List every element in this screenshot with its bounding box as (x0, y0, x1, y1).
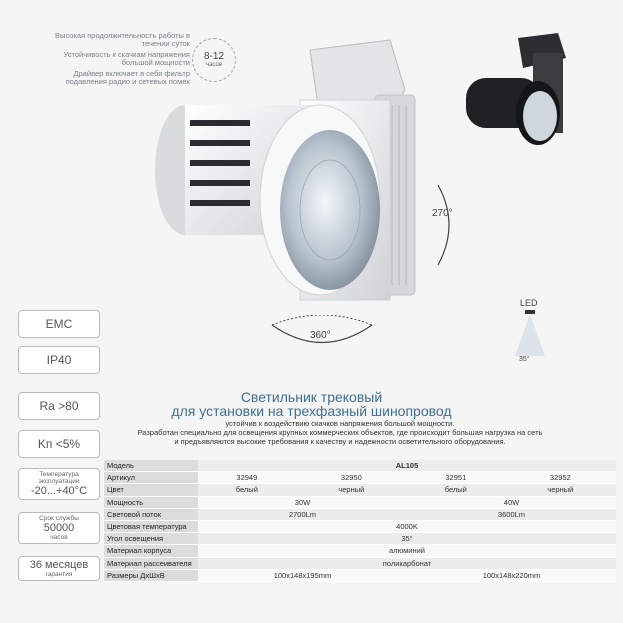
description-line: Разработан специально для освещения крупных коммерческих объектов, где происходит большая нагрузка на сеть (137, 428, 543, 437)
rotation-horizontal-label: 360° (310, 330, 331, 341)
body-material-value: алюминий (198, 545, 616, 557)
color-value: белый (407, 484, 505, 496)
lifetime-badge (18, 512, 100, 544)
lifetime-label: Срок службы (39, 515, 79, 522)
description-line: устойчив к воздействию скачков напряжения большой мощности. (225, 419, 455, 428)
article-value: 32952 (505, 472, 616, 484)
emc-badge: EMC (18, 310, 100, 338)
color-value: черный (296, 484, 407, 496)
body-material-label: Материал корпуса (104, 545, 198, 557)
lifetime-value: 50000 (43, 522, 75, 534)
description-line: и предъявляются высокие требования к качеству и надежности осветительного оборудования. (174, 437, 506, 446)
model-label: Модель (104, 460, 198, 472)
led-label: LED (520, 298, 538, 308)
article-value: 32950 (296, 472, 407, 484)
feature-item: Драйвер включает в себя фильтр подавления радио и сетевых помех (65, 68, 190, 87)
product-subtitle: для установки на трехфазный шинопровод (171, 403, 452, 419)
size-value: 100x148x195mm (198, 569, 407, 581)
flux-value: 3600Lm (407, 508, 616, 520)
power-label: Мощность (104, 496, 198, 508)
temperature-label: Температура эксплуатации (38, 471, 80, 485)
warranty-value: 36 месяцев (29, 559, 89, 571)
product-title: Светильник трековый (240, 389, 383, 405)
rotation-vertical-label: 270° (432, 208, 453, 219)
color-value: белый (198, 484, 296, 496)
power-value: 30W (198, 496, 407, 508)
feature-item: Устойчивость к скачкам напряжения большой мощности (63, 49, 190, 68)
warranty-badge (18, 556, 100, 581)
size-value: 100x148x220mm (407, 569, 616, 581)
power-value: 40W (407, 496, 616, 508)
table-row (104, 545, 616, 557)
rotation-arc-vertical-icon (430, 180, 470, 270)
table-row (104, 569, 616, 581)
diffuser-value: поликарбонат (198, 557, 616, 569)
beam-angle-icon (510, 308, 550, 358)
cct-value: 4000K (198, 520, 616, 532)
angle-value: 35° (198, 533, 616, 545)
table-row (104, 508, 616, 520)
kp-badge: Kп <5% (18, 430, 100, 458)
table-row (104, 472, 616, 484)
table-row (104, 460, 616, 472)
model-value: AL105 (198, 460, 616, 472)
ra-badge: Ra >80 (18, 392, 100, 420)
article-label: Артикул (104, 472, 198, 484)
angle-label: Угол освещения (104, 533, 198, 545)
track-light-white-illustration (140, 30, 450, 320)
color-value: черный (505, 484, 616, 496)
temperature-value: -20...+40°C (30, 485, 88, 497)
ip40-badge: IP40 (18, 346, 100, 374)
lifetime-unit: часов (50, 534, 68, 541)
clock-hours: 8-12 (203, 51, 224, 62)
warranty-label: гарантия (45, 571, 73, 578)
table-row (104, 496, 616, 508)
temperature-badge (18, 468, 100, 500)
table-row (104, 533, 616, 545)
cct-label: Цветовая температура (104, 520, 198, 532)
article-value: 32949 (198, 472, 296, 484)
flux-label: Световой поток (104, 508, 198, 520)
feature-item: Высокая продолжительность работы в течении суток (55, 31, 190, 49)
table-row (104, 484, 616, 496)
color-label: Цвет (104, 484, 198, 496)
spec-table (104, 460, 616, 582)
clock-unit: часов (205, 62, 223, 68)
table-row (104, 520, 616, 532)
diffuser-label: Материал рассеивателя (104, 557, 198, 569)
size-label: Размеры ДхШхВ (104, 569, 198, 581)
track-light-black-illustration (458, 28, 576, 148)
beam-angle-label: 35° (519, 356, 530, 363)
article-value: 32951 (407, 472, 505, 484)
table-row (104, 557, 616, 569)
flux-value: 2700Lm (198, 508, 407, 520)
